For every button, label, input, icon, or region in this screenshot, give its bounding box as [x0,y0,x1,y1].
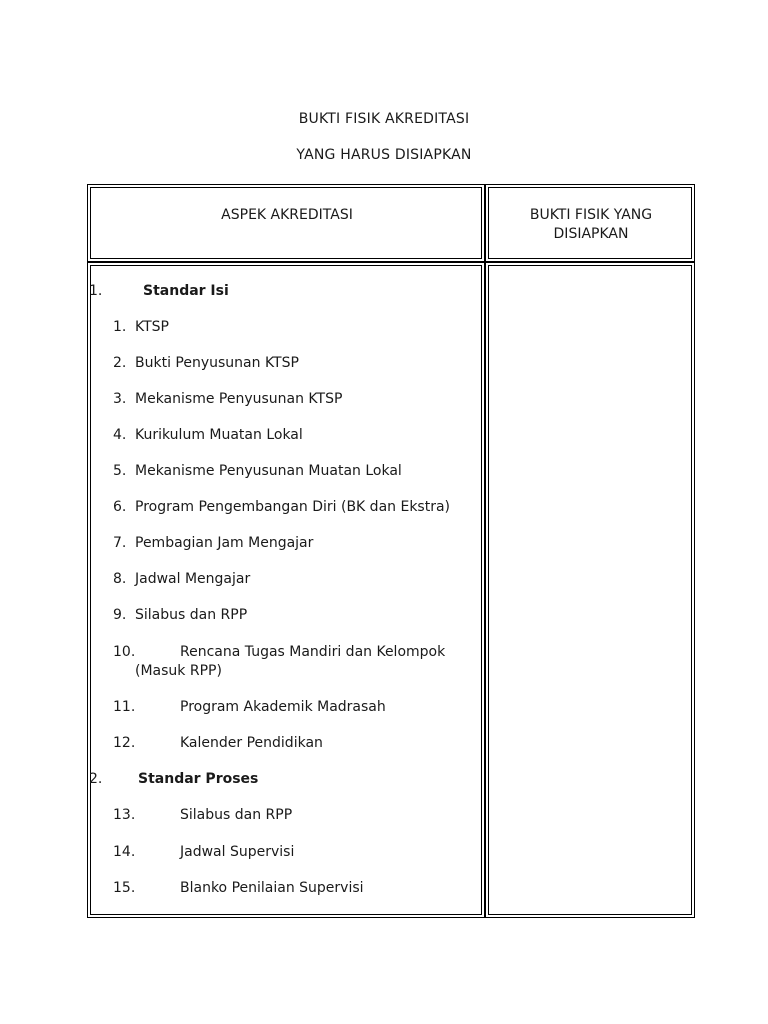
item-number: 2. [113,355,127,371]
item-number: 11. [113,699,136,715]
item-number: 8. [113,571,127,587]
item-label: Program Pengembangan Diri (BK dan Ekstra) [135,499,450,515]
section-label: Standar Proses [138,771,259,787]
item-label: Jadwal Supervisi [180,844,295,860]
evidence-cell [485,262,695,918]
header-evidence-label: BUKTI FISIK YANG DISIAPKAN [529,207,653,242]
item-label: Rencana Tugas Mandiri dan Kelompok [180,644,446,660]
item-label-continuation: (Masuk RPP) [135,663,222,679]
item-label: Silabus dan RPP [180,807,293,823]
item-label: Program Akademik Madrasah [180,699,386,715]
item-number: 15. [113,880,136,896]
item-number: 14. [113,844,136,860]
document-title: BUKTI FISIK AKREDITASI [298,111,470,127]
item-label: Mekanisme Penyusunan KTSP [135,391,343,407]
item-label: Pembagian Jam Mengajar [135,535,314,551]
item-label: KTSP [135,319,169,335]
item-label: Bukti Penyusunan KTSP [135,355,299,371]
item-number: 6. [113,499,127,515]
header-cell-evidence [485,184,695,262]
item-number: 10. [113,644,136,660]
item-number: 5. [113,463,127,479]
document-subtitle: YANG HARUS DISIAPKAN [296,147,472,163]
item-number: 13. [113,807,136,823]
section-number: 1. [89,283,103,299]
item-label: Kalender Pendidikan [180,735,323,751]
item-number: 7. [113,535,127,551]
item-label: Mekanisme Penyusunan Muatan Lokal [135,463,402,479]
item-label: Blanko Penilaian Supervisi [180,880,364,896]
section-label: Standar Isi [143,283,229,299]
item-number: 1. [113,319,127,335]
item-number: 3. [113,391,127,407]
item-number: 9. [113,607,127,623]
item-label: Jadwal Mengajar [135,571,251,587]
section-number: 2. [89,771,103,787]
item-label: Silabus dan RPP [135,607,248,623]
header-aspect-label: ASPEK AKREDITASI [221,207,353,223]
header-cell-aspect [87,184,485,262]
item-label: Kurikulum Muatan Lokal [135,427,303,443]
item-number: 4. [113,427,127,443]
item-number: 12. [113,735,136,751]
